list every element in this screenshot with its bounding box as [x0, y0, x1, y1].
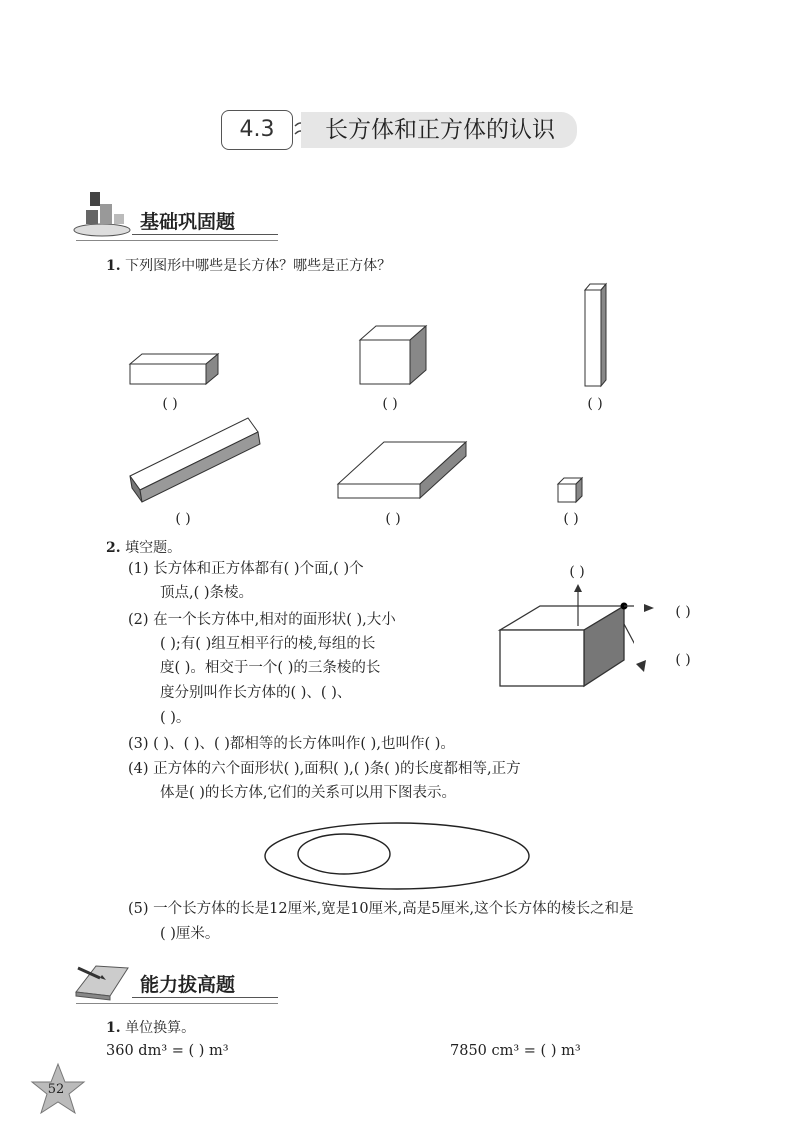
- shape-c-tall-cuboid: [585, 284, 606, 386]
- answer-blank-f[interactable]: ( ): [563, 511, 579, 527]
- question-2-1: [106, 1018, 195, 1038]
- fill-item-1a: (1) 长方体和正方体都有( )个面,( )个: [128, 561, 364, 577]
- fill-item-2e: ( )。: [160, 710, 191, 726]
- conversion-left: 360 dm³ = ( ) m³: [106, 1043, 229, 1059]
- section-title: [301, 112, 577, 148]
- heading-rule-thin: [76, 240, 278, 241]
- diagram-blank-right[interactable]: ( ): [675, 604, 691, 620]
- diagram-blank-bottom[interactable]: ( ): [675, 652, 691, 668]
- shape-b-cube: [360, 326, 426, 384]
- fill-item-4a: (4) 正方体的六个面形状( ),面积( ),( )条( )的长度都相等,正方: [128, 761, 521, 777]
- fill-item-2b: ( );有( )组互相平行的棱,每组的长: [160, 636, 376, 652]
- heading-rule-thin: [76, 1003, 278, 1004]
- answer-blank-b[interactable]: ( ): [382, 396, 398, 412]
- section-title-banner: [213, 108, 585, 154]
- question-2: [106, 538, 181, 558]
- question-text: 单位换算。: [125, 1020, 196, 1036]
- section-heading-advanced: 能力拔高题: [140, 974, 236, 996]
- fill-item-2c: 度( )。相交于一个( )的三条棱的长: [160, 660, 381, 676]
- fill-item-4b: 体是( )的长方体,它们的关系可以用下图表示。: [160, 785, 457, 801]
- fill-item-5b: ( )厘米。: [160, 926, 220, 942]
- fill-item-1b: 顶点,( )条棱。: [160, 585, 254, 601]
- shape-d-slanted-prism: [130, 418, 260, 502]
- section-number: 4.3: [221, 110, 293, 150]
- conversion-right: 7850 cm³ = ( ) m³: [450, 1043, 581, 1059]
- question-text: 填空题。: [125, 540, 182, 556]
- cuboid-edges-diagram: [494, 580, 634, 696]
- section-title-text: 长方体和正方体的认识: [325, 117, 555, 143]
- answer-blank-c[interactable]: ( ): [587, 396, 603, 412]
- fill-item-2a: (2) 在一个长方体中,相对的面形状( ),大小: [128, 612, 396, 628]
- book-pen-icon: [70, 954, 134, 1004]
- fill-item-2d: 度分别叫作长方体的( )、( )、: [160, 685, 352, 701]
- question-number: 2.: [106, 540, 121, 556]
- shapes-figure-row2: [120, 410, 740, 520]
- answer-blank-a[interactable]: ( ): [162, 396, 178, 412]
- question-number: 1.: [106, 1020, 121, 1036]
- question-1: [106, 256, 391, 276]
- blocks-icon: [72, 186, 134, 238]
- shape-f-small-cube: [558, 478, 582, 502]
- heading-rule: [132, 234, 278, 235]
- heading-rule: [132, 997, 278, 998]
- fill-item-3: (3) ( )、( )、( )都相等的长方体叫作( ),也叫作( )。: [128, 736, 455, 752]
- page-number: 52: [47, 1082, 65, 1097]
- section-heading-basic: 基础巩固题: [140, 211, 236, 233]
- answer-blank-d[interactable]: ( ): [175, 511, 191, 527]
- shape-a-cuboid: [130, 354, 218, 384]
- answer-blank-e[interactable]: ( ): [385, 511, 401, 527]
- fill-item-5a: (5) 一个长方体的长是12厘米,宽是10厘米,高是5厘米,这个长方体的棱长之和是: [128, 901, 634, 917]
- question-number: 1.: [106, 258, 121, 274]
- question-text: 下列图形中哪些是长方体？哪些是正方体？: [125, 258, 392, 274]
- shape-e-flat-slab: [338, 442, 466, 498]
- relation-ellipse-diagram: [262, 820, 532, 892]
- diagram-blank-top[interactable]: ( ): [569, 564, 585, 580]
